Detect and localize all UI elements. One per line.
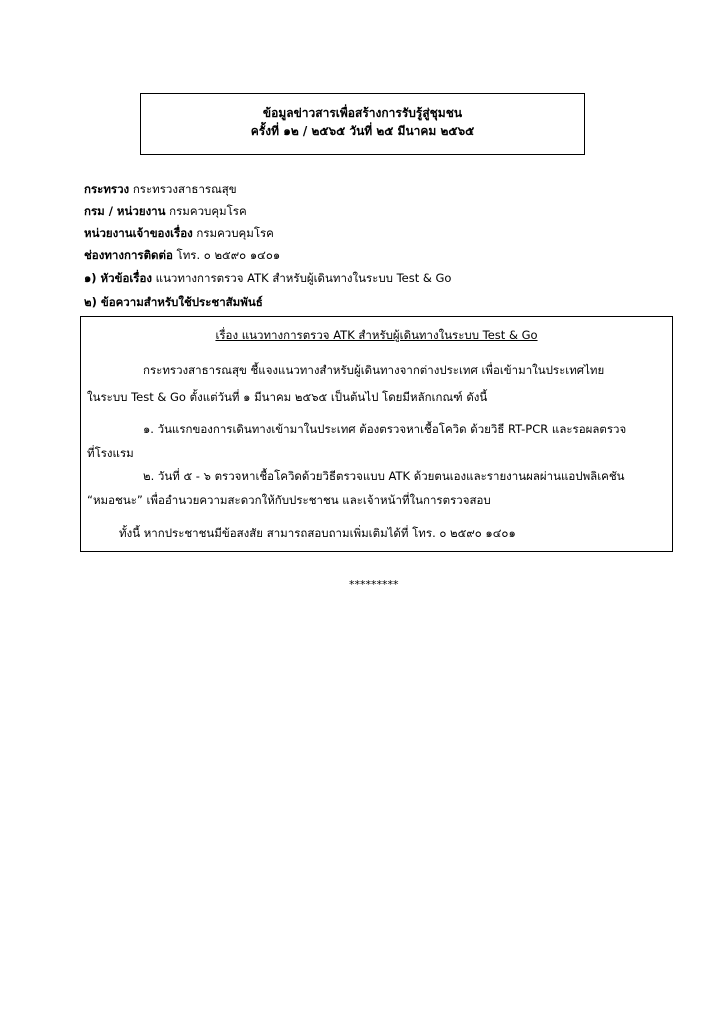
owner-label: หน่วยงานเจ้าของเรื่อง bbox=[84, 226, 193, 240]
message-box bbox=[80, 316, 673, 552]
header-box bbox=[140, 93, 585, 155]
ministry-label: กระทรวง bbox=[84, 182, 130, 196]
contact-row bbox=[84, 247, 280, 263]
item-1-line-2: ที่โรงแรม bbox=[87, 446, 134, 460]
topic-value: แนวทางการตรวจ ATK สำหรับผู้เดินทางในระบบ Test & Go bbox=[155, 271, 452, 285]
header-title: ข้อมูลข่าวสารเพื่อสร้างการรับรู้สู่ชุมชน bbox=[262, 106, 463, 120]
end-marker: ********* bbox=[349, 578, 399, 591]
owner-row bbox=[84, 225, 274, 241]
message-label: ๒) ข้อความสำหรับใช้ประชาสัมพันธ์ bbox=[84, 295, 263, 309]
paragraph-1-line-2: ในระบบ Test & Go ตั้งแต่วันที่ ๑ มีนาคม ๒๕๖๕ เป็นต้นไป โดยมีหลักเกณฑ์ ดังนี้ bbox=[87, 390, 488, 404]
department-label: กรม / หน่วยงาน bbox=[84, 204, 166, 218]
contact-label: ช่องทางการติดต่อ bbox=[84, 248, 173, 262]
closing-line: ทั้งนี้ หากประชาชนมีข้อสงสัย สามารถสอบถามเพิ่มเติมได้ที่ โทร. ๐ ๒๕๙๐ ๑๔๐๑ bbox=[119, 526, 516, 540]
ministry-value: กระทรวงสาธารณสุข bbox=[132, 182, 237, 196]
contact-value: โทร. ๐ ๒๕๙๐ ๑๔๐๑ bbox=[176, 248, 281, 262]
topic-label: ๑) หัวข้อเรื่อง bbox=[84, 271, 152, 285]
message-title: เรื่อง แนวทางการตรวจ ATK สำหรับผู้เดินทางในระบบ Test & Go bbox=[215, 328, 538, 342]
item-2-line-2: “หมอชนะ” เพื่ออำนวยความสะดวกให้กับประชาชน และเจ้าหน้าที่ในการตรวจสอบ bbox=[87, 493, 491, 507]
header-issue-date: ครั้งที่ ๑๒ / ๒๕๖๕ วันที่ ๒๕ มีนาคม ๒๕๖๕ bbox=[250, 124, 475, 138]
department-row bbox=[84, 203, 247, 219]
topic-row bbox=[84, 270, 451, 286]
ministry-row bbox=[84, 181, 237, 197]
paragraph-1-line-1: กระทรวงสาธารณสุข ชี้แจงแนวทางสำหรับผู้เดินทางจากต่างประเทศ เพื่อเข้ามาในประเทศไทย bbox=[143, 363, 605, 377]
item-2-line-1: ๒. วันที่ ๕ - ๖ ตรวจหาเชื้อโควิดด้วยวิธีตรวจแบบ ATK ด้วยตนเองและรายงานผลผ่านแอปพลิเคชัน bbox=[143, 469, 625, 483]
item-1-line-1: ๑. วันแรกของการเดินทางเข้ามาในประเทศ ต้องตรวจหาเชื้อโควิด ด้วยวิธี RT-PCR และรอผลตรวจ bbox=[143, 422, 627, 436]
message-heading-row bbox=[84, 294, 263, 310]
owner-value: กรมควบคุมโรค bbox=[196, 226, 274, 240]
department-value: กรมควบคุมโรค bbox=[169, 204, 247, 218]
